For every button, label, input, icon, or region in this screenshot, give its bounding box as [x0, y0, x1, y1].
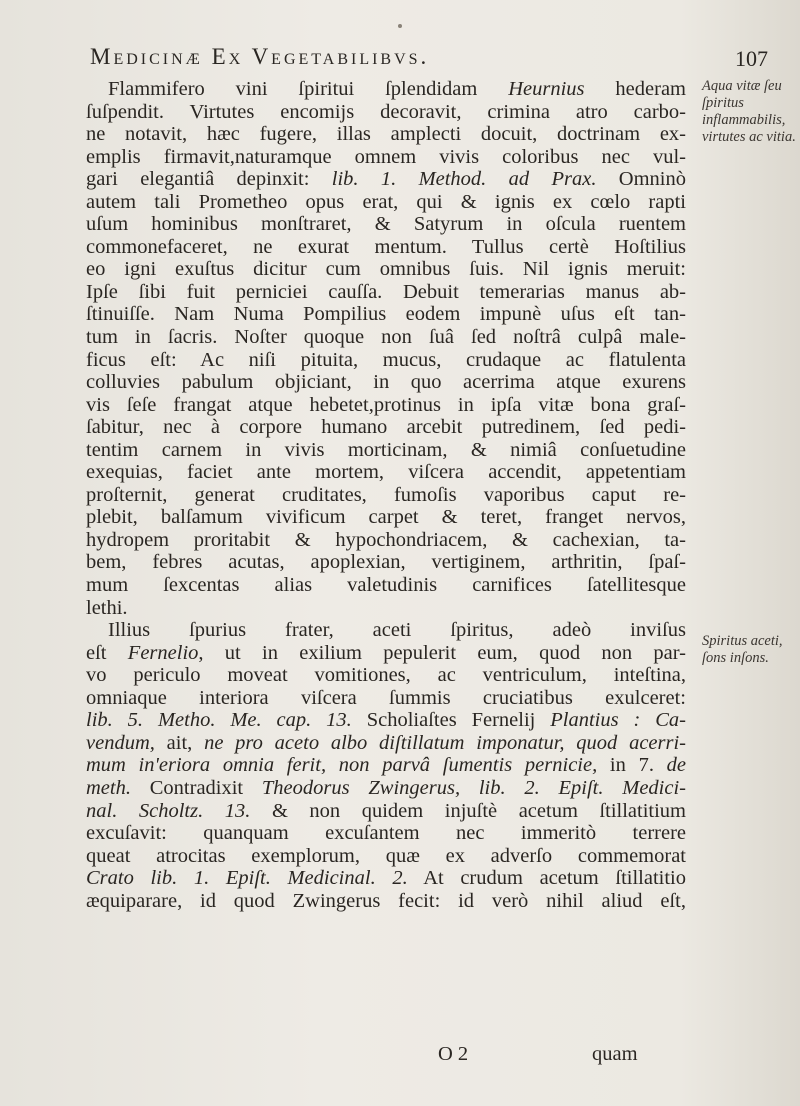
roman-text: vis ſeſe frangat atque hebetet,protinus in ipſa vitæ bona graſ-: [86, 393, 686, 416]
roman-text: Scholiaſtes Fernelij: [351, 709, 551, 732]
text-line: [86, 664, 686, 687]
roman-text: ſuſpendit. Virtutes encomijs decoravit, crimina atro carbo-: [86, 100, 686, 123]
roman-text: Flammifero vini ſpiritui ſplendidam: [108, 78, 509, 100]
text-line: [86, 236, 686, 259]
roman-text: hydropem proritabit & hypochondriacem, & cachexian, ta-: [86, 528, 686, 551]
roman-text: ficus eſt: Ac niſi pituita, mucus, crudaque ac flatulenta: [86, 348, 686, 371]
page-footer: [0, 1043, 800, 1069]
roman-text: colluvies pabulum objiciant, in quo acerrima atque exurens: [86, 371, 686, 394]
text-line: [86, 867, 686, 890]
signature-mark: O 2: [438, 1043, 469, 1065]
text-line: [86, 78, 686, 101]
text-line: [86, 506, 686, 529]
text-line: [86, 394, 686, 417]
roman-text: lethi.: [86, 596, 128, 619]
italic-citation: meth.: [86, 776, 131, 799]
text-line: [86, 123, 686, 146]
text-line: [86, 754, 686, 777]
text-line: [86, 303, 686, 326]
text-line: [86, 101, 686, 124]
italic-citation: Heurnius: [508, 78, 585, 100]
text-line: [86, 168, 686, 191]
paper-speck: [398, 24, 402, 28]
roman-text: ait,: [154, 731, 205, 754]
roman-text: autem tali Prometheo opus erat, qui & ignis ex cœlo rapti: [86, 190, 686, 213]
text-line: [86, 439, 686, 462]
catchword: quam: [592, 1043, 638, 1065]
text-line: [86, 800, 686, 823]
margin-note-spiritus-aceti: Spiritus aceti, ſons inſons.: [702, 633, 783, 666]
italic-citation: lib. 5. Metho. Me. cap. 13.: [86, 709, 352, 732]
roman-text: in 7.: [597, 754, 667, 777]
italic-citation: Theodorus Zwingerus, lib. 2. Epiſt. Medici-: [261, 776, 686, 799]
text-line: [86, 551, 686, 574]
italic-citation: Plantius : Ca-: [550, 709, 686, 732]
roman-text: æquiparare, id quod Zwingerus fecit: id verò nihil aliud eſt,: [86, 889, 686, 912]
roman-text: proſternit, generat cruditates, fumoſis vaporibus caput re-: [86, 483, 686, 506]
roman-text: ſabitur, nec à corpore humano arcebit putredinem, ſed pedi-: [86, 416, 686, 439]
roman-text: uſum hominibus monſtraret, & Satyrum in oſcula ruentem: [86, 213, 686, 236]
roman-text: eſt: [86, 641, 128, 664]
text-line: [86, 597, 686, 620]
text-line: [86, 146, 686, 169]
text-line: [86, 349, 686, 372]
text-line: [86, 890, 686, 913]
text-line: [86, 619, 686, 642]
text-line: [86, 777, 686, 800]
roman-text: queat atrocitas exemplorum, quæ ex adverſo commemorat: [86, 844, 686, 867]
main-text-block: [86, 78, 686, 912]
roman-text: mum ſexcentas alias valetudinis carnifices ſatellitesque: [86, 574, 686, 597]
text-line: [86, 574, 686, 597]
roman-text: Omninò: [596, 168, 687, 191]
text-line: [86, 845, 686, 868]
roman-text: eo igni exuſtus dicitur cum omnibus ſuis. Nil ignis meruit:: [86, 258, 686, 281]
italic-citation: nal. Scholtz. 13.: [86, 799, 251, 822]
roman-text: & non quidem injuſtè acetum ſtillatitium: [250, 799, 686, 822]
italic-citation: Crato lib. 1. Epiſt. Medicinal. 2.: [86, 867, 408, 890]
roman-text: Ipſe ſibi fuit perniciei cauſſa. Debuit temerarias manus ab-: [86, 280, 686, 303]
text-line: [86, 687, 686, 710]
roman-text: Illius ſpurius frater, aceti ſpiritus, adeò inviſus: [108, 619, 686, 642]
margin-note-aqua-vitae: Aqua vitæ ſeu ſpiritus inflammabilis, virtutes ac vitia.: [702, 78, 796, 145]
text-line: [86, 281, 686, 304]
roman-text: excuſavit: quanquam excuſantem nec immeritò terrere: [86, 822, 686, 845]
text-line: [86, 484, 686, 507]
text-line: [86, 822, 686, 845]
roman-text: hederam: [584, 78, 686, 100]
roman-text: Contradixit: [130, 776, 262, 799]
italic-citation: mum in'eriora omnia ferit, non parvâ ſumentis pernicie,: [86, 754, 598, 777]
page-header: [90, 44, 768, 74]
roman-text: bem, febres acutas, apoplexian, vertiginem, arthritin, ſpaſ-: [86, 551, 686, 574]
text-line: [86, 258, 686, 281]
italic-citation: ne pro aceto albo diſtillatum imponatur, quod acerri-: [204, 731, 687, 754]
roman-text: exequias, faciet ante mortem, viſcera accendit, appetentiam: [86, 461, 686, 484]
text-line: [86, 213, 686, 236]
text-line: [86, 416, 686, 439]
roman-text: omniaque interiora viſcera ſummis cruciatibus exulceret:: [86, 686, 686, 709]
running-head: Medicinæ Ex Vegetabilibvs.: [90, 44, 430, 69]
roman-text: tum in ſacris. Noſter quoque non ſuâ ſed noſtrâ culpâ male-: [86, 326, 686, 349]
italic-citation: lib. 1. Method. ad Prax.: [331, 168, 597, 191]
roman-text: plebit, balſamum vivificum carpet & teret, franget nervos,: [86, 506, 686, 529]
italic-citation: Fernelio: [127, 641, 199, 664]
roman-text: commonefaceret, ne exurat mentum. Tullus certè Hoſtilius: [86, 235, 686, 258]
roman-text: vo periculo moveat vomitiones, ac ventriculum, inteſtina,: [86, 664, 686, 687]
roman-text: gari elegantiâ depinxit:: [86, 168, 332, 191]
roman-text: tentim carnem in vivis morticinam, & nimiâ conſuetudine: [86, 438, 686, 461]
italic-citation: de: [666, 754, 686, 777]
page-number: 107: [735, 46, 768, 71]
roman-text: At crudum acetum ſtillatitio: [407, 867, 686, 890]
text-line: [86, 709, 686, 732]
text-line: [86, 529, 686, 552]
italic-citation: vendum,: [86, 731, 155, 754]
roman-text: ne notavit, hæc fugere, illas amplecti docuit, doctrinam ex-: [86, 123, 686, 146]
roman-text: ſtinuiſſe. Nam Numa Pompilius eodem impunè uſus eſt tan-: [86, 303, 686, 326]
text-line: [86, 371, 686, 394]
text-line: [86, 732, 686, 755]
text-line: [86, 642, 686, 665]
roman-text: emplis firmavit,naturamque omnem vivis coloribus nec vul-: [86, 145, 686, 168]
roman-text: , ut in exilium pepulerit eum, quod non par-: [198, 641, 686, 664]
text-line: [86, 191, 686, 214]
text-line: [86, 326, 686, 349]
text-line: [86, 461, 686, 484]
